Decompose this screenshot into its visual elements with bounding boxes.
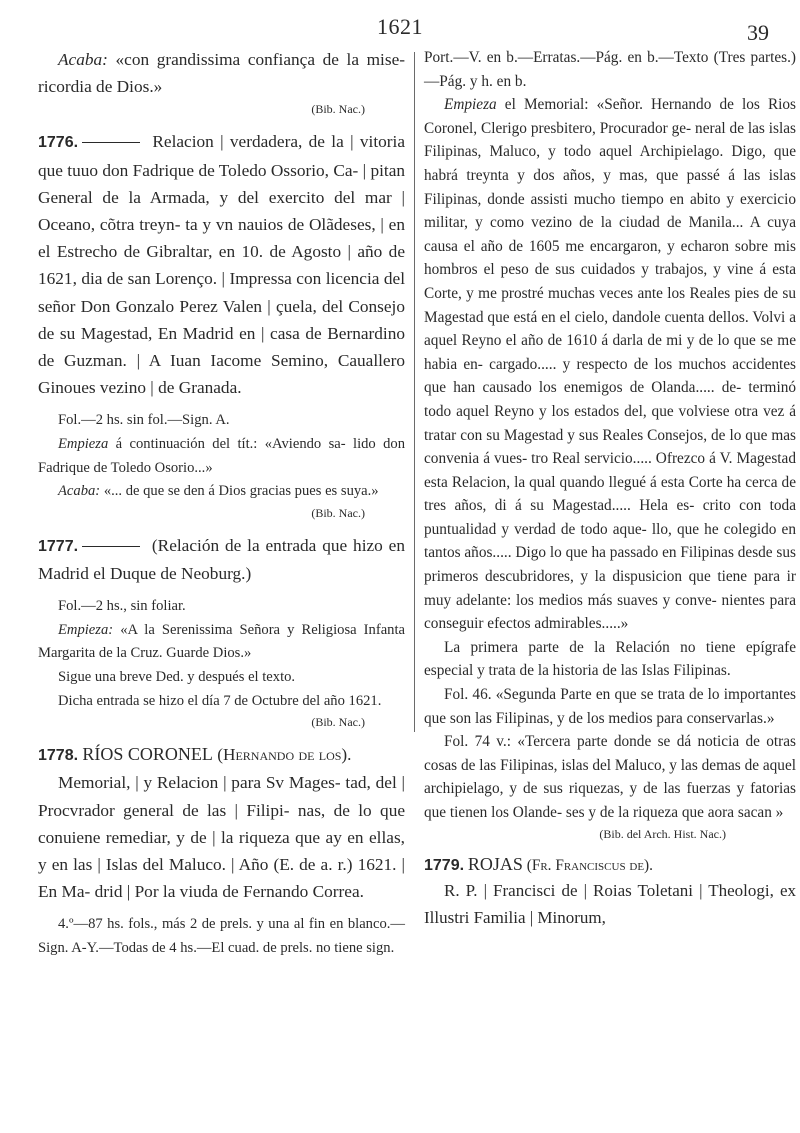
empieza-text: el Memorial: «Señor. Hernando de los Rios Coronel, Clerigo presbitero, Procurador ge- neral de las islas Filipinas, Maluco, y todo aquel Archipielago. Digo, que habrá treynta y dos años, y mas, que passé á las islas Filipinas, donde assisti mucho tiempo en abito y exercicio militar, y como vezino de la ciudad de Manila... A cuya causa el año de 1605 me encargaron, y echaron sobre mis hombros el peso de sus cuidados y trabajos, y vine á esta Corte, y me prostré muchas veces ante los Reales pies de su Magestad que está en el cielo, dandole cuenta dellos. Volvi a aquel Reyno el año de 1610 á darla de mi y de lo que se me habia en- cargado..... y respecto de los muchos accidentes que han causado los enemigos de Olanda..... de- terminó todo aquel Reyno y los estados del, que volviese otra vez á tratar con su Magestad y sus Reales Consejos, de lo que mas convenia á vues- tro Real servicio..... Ofrezco á V. Magestad esta Relacion, la qual quando llegué á esta Corte ha cerca de tres años, di á su Magestad..... Hela es- crito con toda puntualidad y verdad de todo aque- llo, que he colegido en tantos años..... Digo lo que ha passado en Filipinas desde sus primeros descubridores, y la dispusicion que tiene para ir muy adelante: los medios más suaves y conve- nientes para conseguir efectos admirables.....»	[424, 96, 797, 633]
entry-1778-head	[38, 741, 405, 769]
entry-1777	[38, 532, 405, 587]
empieza-label: Empieza	[444, 96, 497, 114]
acaba-label: Acaba:	[58, 483, 101, 500]
source-citation: (Bib. Nac.)	[311, 505, 365, 520]
running-head-year: 1621	[377, 14, 423, 39]
entry-1776-empieza	[38, 433, 405, 480]
author-blank-rule	[82, 142, 140, 143]
prev-entry-acaba	[38, 46, 405, 100]
column-divider	[414, 52, 415, 732]
entry-title: (Relación de la entrada que hizo en Madrid el Duque de Neoburg.)	[38, 535, 405, 584]
entry-author-given: (Fr. Franciscus de).	[526, 856, 653, 874]
entry-title: Relacion | verdadera, de la | vitoria que tuuo don Fadrique de Toledo Ossorio, Ca- | pitan General de la Armada, y del exercito del mar | Oceano, cõtra treyn- ta y vn nauios de Olãdeses, | en el Estrecho de Gibraltar, en 10. de Agosto | año de 1621, dia de san Lorenço. | Impressa con licencia del señor Don Gonzalo Perez Valen | çuela, del Consejo de su Magestad, En Madrid en | casa de Bernardino de Guzman. | A Iuan Iacome Semino, Cauallero Ginoues vezino | de Granada.	[38, 132, 405, 398]
entry-1778-fol46: Fol. 46. «Segunda Parte en que se trata de lo importantes que son las Filipinas, y de los medios para conservarlas.»	[424, 686, 796, 727]
entry-1776-fol: Fol.—2 hs. sin fol.—Sign. A.	[58, 412, 230, 429]
entry-1777-dicha: Dicha entrada se hizo el día 7 de Octubre del año 1621.	[58, 692, 382, 709]
source-citation: (Bib. del Arch. Hist. Nac.)	[599, 826, 726, 841]
entry-1778-fol: 4.º—87 hs. fols., más 2 de prels. y una al fin en blanco.—Sign. A-Y.—Todas de 4 hs.—El cuad. de prels. no tiene sign.	[38, 916, 405, 956]
entry-1778-fol74: Fol. 74 v.: «Tercera parte donde se dá noticia de otras cosas de las Filipinas, islas del Maluco, y las demas de aquel archipielago, y de sus riquezas, y de las fuerzas y fatorias que tienen los Olande- ses y de la riqueza que aora sacan »	[424, 733, 796, 821]
entry-author-given: (Hernando de los).	[217, 745, 352, 765]
empieza-text: «A la Serenissima Señora y Religiosa Infanta Margarita de la Cruz. Guarde Dios.»	[38, 621, 405, 662]
author-blank-rule	[82, 546, 140, 547]
right-column	[424, 46, 796, 931]
acaba-text: «... de que se den á Dios gracias pues es suya.»	[103, 483, 379, 500]
source-citation: (Bib. Nac.)	[311, 715, 365, 730]
entry-1778-primera: La primera parte de la Relación no tiene epígrafe especial y trata de la historia de las Islas Filipinas.	[424, 638, 796, 680]
entry-number: 1776.	[38, 134, 79, 152]
acaba-label: Acaba:	[58, 50, 108, 69]
entry-1778-port: Port.—V. en b.—Erratas.—Pág. en b.—Texto (Tres partes.)—Pág. y h. en b.	[424, 49, 796, 90]
entry-1778-empieza	[424, 93, 796, 636]
entry-1779-head	[424, 853, 796, 878]
empieza-label: Empieza	[58, 436, 109, 453]
acaba-text: «con grandissima confiança de la mise- ricordia de Dios.»	[38, 50, 405, 97]
entry-1776	[38, 128, 405, 401]
entry-number: 1779.	[424, 856, 465, 874]
entry-1778-title: Memorial, | y Relacion | para Sv Mages- tad, del | Procvrador general de las | Filipi- nas, de lo que conuiene remediar, y de | la riqueza que ay en ellas, y en las | Islas del Maluco. | Año (E. de a. r.) 1621. | En Ma- drid | Por la viuda de Fernando Correa.	[38, 773, 405, 902]
empieza-text: á continuación del tít.: «Aviendo sa- lido don Fadrique de Toledo Osorio...»	[38, 436, 405, 476]
entry-number: 1777.	[38, 537, 79, 555]
entry-1777-sigue: Sigue una breve Ded. y después el texto.	[58, 669, 296, 685]
entry-1776-acaba	[38, 480, 405, 504]
page-number: 39	[747, 20, 769, 45]
entry-1777-empieza	[38, 619, 405, 666]
empieza-label: Empieza:	[58, 621, 114, 638]
entry-1777-fol: Fol.—2 hs., sin foliar.	[58, 598, 186, 615]
entry-1779-title: R. P. | Francisci de | Roias Toletani | Theologi, ex Illustri Familia | Minorum,	[424, 881, 796, 928]
source-citation: (Bib. Nac.)	[311, 102, 365, 117]
entry-number: 1778.	[38, 747, 79, 765]
entry-author: ROJAS	[467, 853, 523, 874]
entry-author: RÍOS CORONEL	[82, 744, 213, 765]
left-column	[38, 46, 405, 961]
